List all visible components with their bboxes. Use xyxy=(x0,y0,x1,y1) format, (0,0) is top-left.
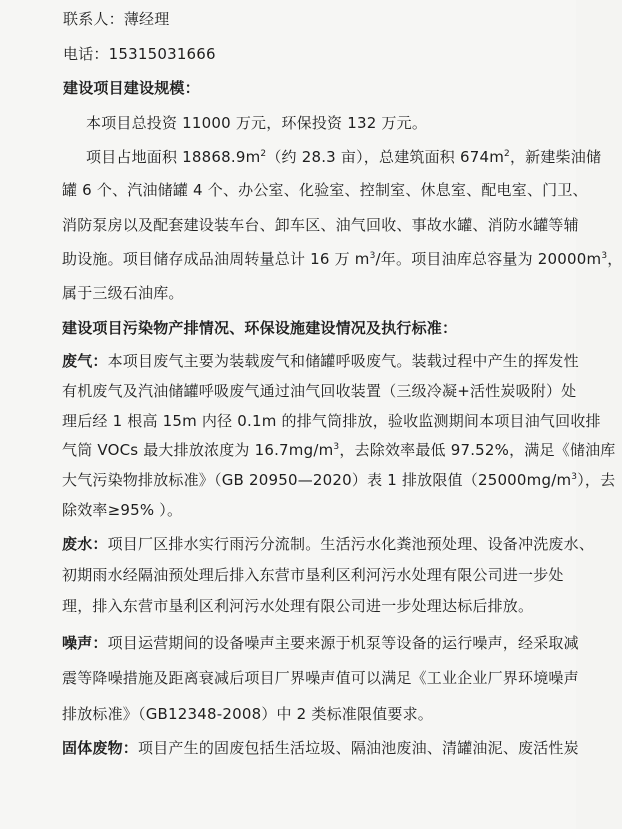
water-line-3: 理，排入东营市垦利区利河污水处理有限公司进一步处理达标后排放。 xyxy=(62,597,534,615)
phone-value: 15315031666 xyxy=(108,45,216,63)
solid-waste-label: 固体废物： xyxy=(62,739,139,757)
water-line-1: 废水：项目厂区排水实行雨污分流制。生活污水化粪池预处理、设备冲洗废水、 xyxy=(62,535,595,553)
gas-line-4: 气筒 VOCs 最大排放浓度为 $16.7mg/m^3$，去除效率最低 97.52%，满足《储油库 xyxy=(62,441,616,459)
area-line-3: 消防泵房以及配套建设装车台、卸车区、油气回收、事故水罐、消防水罐等辅 xyxy=(62,216,579,234)
gas-line-2: 有机废气及汽油储罐呼吸废气通过油气回收装置（三级冷凝+活性炭吸附）处 xyxy=(62,382,577,400)
noise-label: 噪声： xyxy=(62,634,108,652)
area-line-2: 罐 6 个、汽油储罐 4 个、办公室、化验室、控制室、休息室、配电室、门卫、 xyxy=(62,181,588,199)
investment-line: 本项目总投资 11000 万元，环保投资 132 万元。 xyxy=(86,114,428,132)
scale-heading: 建设项目建设规模： xyxy=(63,79,200,97)
phone-line xyxy=(63,44,216,64)
noise-line-1: 噪声：项目运营期间的设备噪声主要来源于机泵等设备的运行噪声，经采取减 xyxy=(62,634,579,652)
phone-label: 电话： xyxy=(63,45,109,63)
gas-line-3: 理后经 1 根高 15m 内径 0.1m 的排气筒排放，验收监测期间本项目油气回收排 xyxy=(62,412,601,430)
gas-line-6: 除效率≥95% ）。 xyxy=(62,501,183,519)
noise-line-2: 震等降噪措施及距离衰减后项目厂界噪声值可以满足《工业企业厂界环境噪声 xyxy=(62,669,579,687)
area-line-1: 项目占地面积 $18868.9m^2$（约 28.3 亩），总建筑面积 $674m^2$，新建柴油储 xyxy=(86,148,602,166)
contact-person-label: 联系人： xyxy=(63,10,124,28)
gas-line-1: 废气：本项目废气主要为装载废气和储罐呼吸废气。装载过程中产生的挥发性 xyxy=(62,352,579,370)
gas-label: 废气： xyxy=(62,352,108,370)
solid-waste-line-1: 固体废物：项目产生的固废包括生活垃圾、隔油池废油、清罐油泥、废活性炭 xyxy=(62,739,579,757)
contact-person-value: 薄经理 xyxy=(123,10,170,28)
noise-line-3: 排放标准》（GB12348-2008）中 2 类标准限值要求。 xyxy=(62,705,433,723)
gas-line-5: 大气污染物排放标准》（GB 20950—2020）表 1 排放限值$(25000mg/m^3)$，去 xyxy=(62,471,616,489)
pollution-heading: 建设项目污染物产排情况、环保设施建设情况及执行标准： xyxy=(62,319,458,337)
water-label: 废水： xyxy=(62,535,108,553)
contact-person-line xyxy=(63,9,169,29)
water-line-2: 初期雨水经隔油预处理后排入东营市垦利区利河污水处理有限公司进一步处 xyxy=(62,566,564,584)
area-line-5: 属于三级石油库。 xyxy=(62,284,184,302)
area-line-4: 助设施。项目储存成品油周转量总计 16 万 $m^3/$年。项目油库总容量为 $20000m^3$， xyxy=(62,250,622,268)
